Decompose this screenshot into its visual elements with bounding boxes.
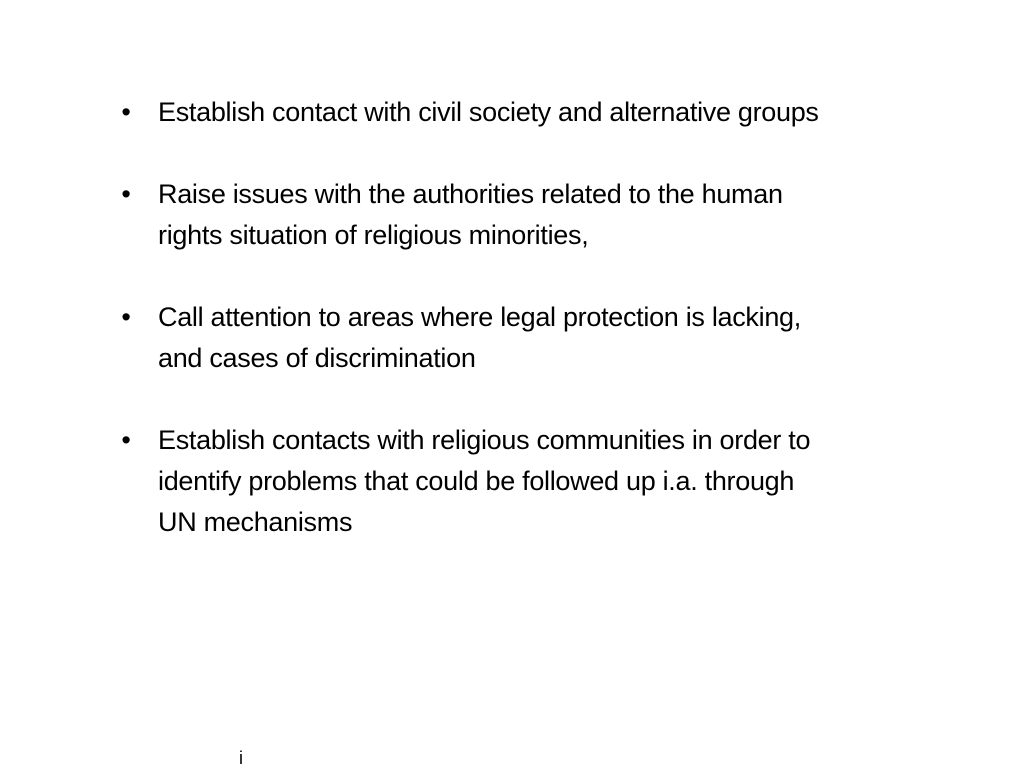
- bullet-icon: •: [121, 97, 131, 127]
- bullet-icon: •: [121, 179, 131, 209]
- bullet-item: [116, 297, 836, 379]
- bullet-text: Call attention to areas where legal protection is lacking, and cases of discrimination: [158, 302, 801, 373]
- bullet-icon: •: [121, 425, 131, 455]
- bullet-text: Raise issues with the authorities related to the human rights situation of religious minorities,: [158, 179, 783, 250]
- bullet-text: Establish contacts with religious communities in order to identify problems that could be followed up i.a. through UN mechanisms: [158, 425, 811, 537]
- bullet-item: [116, 92, 836, 133]
- bullet-text: Establish contact with civil society and alternative groups: [158, 97, 819, 127]
- footer-mark: i: [239, 748, 243, 768]
- bullet-icon: •: [121, 302, 131, 332]
- bullet-item: [116, 420, 836, 543]
- bullet-list: [116, 92, 836, 543]
- bullet-item: [116, 174, 836, 256]
